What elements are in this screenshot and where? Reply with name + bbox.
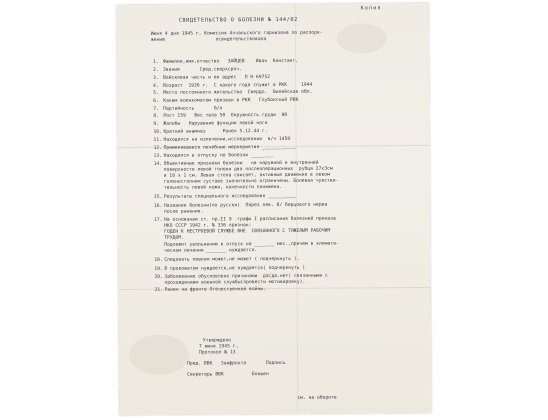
item-text: Название болезни(по русски) Парез лев. б/ берцового нерва bbox=[163, 202, 328, 209]
item-text: Подлежит увольнению в отпуск на _______ мес.,причем в климати- bbox=[164, 241, 339, 248]
item-text: Находился в отпуску по болезни ________ bbox=[163, 153, 274, 159]
item-text: прохождением военной службы(провести мотивировку). bbox=[164, 279, 306, 286]
item-number: 4. bbox=[153, 83, 159, 89]
item-text: В провожатом нуждается,не нуждается( подчеркнуть ) bbox=[164, 265, 306, 272]
item-number: 14. bbox=[153, 161, 163, 167]
item-text: Применявшиеся лечебные мероприятия ____________ bbox=[163, 144, 296, 151]
intro-line-2: жению освидетельствовала bbox=[150, 37, 267, 43]
item-text: Результаты специального исследования __________ bbox=[163, 193, 297, 200]
item-text: ческом лечении _______ нуждается. bbox=[164, 248, 258, 254]
item-text: после ранения. bbox=[164, 209, 204, 215]
item-number: 18. bbox=[154, 257, 163, 263]
item-number: 12. bbox=[153, 145, 163, 151]
item-text: Объективные признаки болезни на наружной и внутренней bbox=[163, 160, 319, 167]
item-number: 9. bbox=[153, 121, 160, 127]
item-text: Место постоянного жительства Свердл. Вилейская обл. bbox=[163, 89, 313, 96]
protocol-number: Протокол № 13 bbox=[198, 350, 236, 356]
item-text: тельность левой кожи, конечности понижена. bbox=[163, 184, 283, 191]
item-number: 6. bbox=[153, 98, 159, 104]
document-title: СВИДЕТЕЛЬСТВО О БОЛЕЗНИ № 144/02 bbox=[178, 16, 298, 24]
item-text: Следовать пешком может,не может ( подчеркнуть ). bbox=[164, 256, 300, 263]
item-number: 20. bbox=[154, 274, 163, 280]
approval-date: 7 июня 1945 г. bbox=[198, 344, 239, 350]
item-text: Заболевание обусловлено причинами да(да.нет) связанными с bbox=[164, 273, 328, 280]
item-text: НКО СССР 1942 г. № 336 признан: bbox=[164, 223, 252, 229]
fold-line bbox=[295, 4, 299, 414]
item-text: поверхности левой голени два послеоперационных рубца 27х3см bbox=[163, 166, 333, 173]
item-text: Рост 159 Вес тела 50 Окружность груди 80 bbox=[163, 112, 288, 119]
item-text: Звание Сред.сверхсроч. bbox=[163, 67, 242, 73]
item-number: 11. bbox=[153, 137, 162, 143]
item-number: 5. bbox=[153, 90, 159, 96]
item-number: 19. bbox=[154, 266, 163, 272]
item-number: 17. bbox=[154, 217, 163, 223]
item-number: 2. bbox=[153, 67, 159, 73]
item-text: голеностопном суставе значительно ограничены. Болевая чувстви- bbox=[163, 178, 339, 185]
item-number: 8. bbox=[153, 113, 160, 119]
item-text: Каким военкоматом призван в РКК Глубокский РВК bbox=[163, 97, 299, 104]
paper-stain bbox=[129, 335, 189, 375]
item-text: и 18 х 1 см. Левая стопа свисает, активные движения в левом bbox=[163, 172, 330, 179]
item-text: Ранен на фронте Отечественной войны. bbox=[164, 287, 266, 293]
chairman-line: Пред. ВВК Заифрохта Подпись bbox=[187, 360, 286, 367]
item-text: Находился на излечении,исследовании в/ч 1458 bbox=[163, 136, 291, 143]
item-text: Партийность б/п bbox=[163, 106, 223, 112]
item-text: Краткий анамнез Ранен 5.12.44 г. bbox=[163, 129, 268, 135]
intro-line-1: Июня 4 дня 1945 г. Комиссия Аччальского гарнизона по распоря- bbox=[150, 30, 323, 37]
paper-stain bbox=[337, 23, 387, 53]
item-text: Войсковая часть и ее адрес П Н 69752 bbox=[163, 75, 271, 81]
overleaf-note: см. на обороте bbox=[297, 395, 337, 401]
item-text: Фамилия,имя,отчество ЗАЙЦЕВ Иван Констант. bbox=[162, 58, 299, 65]
item-number: 16. bbox=[153, 203, 163, 209]
item-number: 7. bbox=[153, 106, 159, 112]
secretary-line: Секретарь ВВК Бокшен bbox=[187, 372, 269, 378]
copy-label: Копия bbox=[360, 5, 382, 12]
item-text: На основании ст. пр.II 9 графы I расписания болезней приказа bbox=[164, 216, 336, 223]
item-number: 15. bbox=[153, 194, 163, 200]
item-text: Жалобы Нарушение функции левой ноги bbox=[163, 121, 268, 127]
item-number: 10. bbox=[153, 129, 162, 135]
item-number: 21. bbox=[154, 287, 164, 293]
item-number: 1. bbox=[152, 59, 159, 65]
document-sheet bbox=[117, 3, 432, 415]
item-text: ГОДЕН К НЕСТРОЕВОЙ СЛУЖБЕ ВНЕ СВЯЗАННОГО С ТЯЖЕЛЫМ РАБОЧИМ bbox=[164, 228, 331, 235]
item-text: ТРУДОМ. bbox=[164, 235, 184, 241]
item-number: 13. bbox=[153, 153, 163, 159]
item-text: Возраст 1926 г. С какого года служит в РКК 1944 bbox=[163, 82, 313, 89]
approved-label: Утверждено bbox=[202, 338, 232, 344]
item-number: 3. bbox=[153, 75, 159, 81]
